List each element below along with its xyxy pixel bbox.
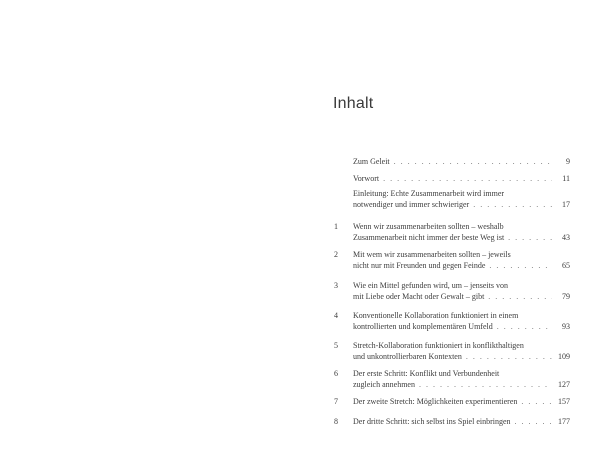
- toc-entry-line: [353, 416, 570, 427]
- toc-entry-body: [353, 173, 570, 184]
- toc-entry-line: [353, 291, 570, 302]
- chapter-title: zugleich annehmen: [353, 380, 415, 389]
- page-number: 109: [558, 352, 570, 361]
- chapter-title: Der erste Schritt: Konflikt und Verbundenheit: [353, 369, 500, 378]
- page-number: 93: [562, 322, 570, 331]
- chapter-number: 5: [334, 341, 338, 350]
- chapter-title: mit Liebe oder Macht oder Gewalt – gibt: [353, 292, 485, 301]
- chapter-number: 4: [334, 311, 338, 320]
- chapter-number: 2: [334, 250, 338, 259]
- chapter-title: Vorwort: [353, 174, 380, 183]
- toc-entry-line: [353, 321, 570, 332]
- page-number: 9: [566, 157, 570, 166]
- chapter-title: Wenn wir zusammenarbeiten sollten – weshalb: [353, 222, 504, 231]
- dot-leader: [488, 291, 552, 302]
- dot-leader: [394, 156, 552, 167]
- chapter-title: Zusammenarbeit nicht immer der beste Weg ist: [353, 233, 505, 242]
- chapter-title: Zum Geleit: [353, 157, 390, 166]
- page-title: Inhalt: [333, 95, 374, 112]
- dot-leader: [497, 321, 552, 332]
- chapter-title: Der zweite Stretch: Möglichkeiten experimentieren: [353, 397, 518, 406]
- chapter-number: 3: [334, 281, 338, 290]
- dot-leader: [489, 260, 552, 271]
- dot-leader: [383, 173, 552, 184]
- toc-entry-body: [353, 249, 570, 271]
- page-number: 157: [558, 397, 570, 406]
- chapter-number: 1: [334, 222, 338, 231]
- chapter-title: Einleitung: Echte Zusammenarbeit wird immer: [353, 189, 505, 198]
- chapter-number: 6: [334, 369, 338, 378]
- page-number: 177: [558, 417, 570, 426]
- chapter-title: Der dritte Schritt: sich selbst ins Spiel einbringen: [353, 417, 511, 426]
- page-number: 127: [558, 380, 570, 389]
- toc-entry-body: [353, 340, 570, 362]
- toc-entry-line: [353, 340, 570, 351]
- toc-entry-line: [353, 221, 570, 232]
- page-number: 65: [562, 261, 570, 270]
- toc-entry-line: [353, 188, 570, 199]
- chapter-title: Konventionelle Kollaboration funktioniert in einem: [353, 311, 519, 320]
- chapter-title: kontrollierten und komplementären Umfeld: [353, 322, 493, 331]
- toc-entry-line: [353, 351, 570, 362]
- toc-entry-body: [353, 221, 570, 243]
- toc-entry-line: [353, 249, 570, 260]
- toc-entry-line: [353, 199, 570, 210]
- dot-leader: [515, 416, 552, 427]
- page-number: 79: [562, 292, 570, 301]
- page-number: 11: [562, 174, 570, 183]
- chapter-title: Wie ein Mittel gefunden wird, um – jenseits von: [353, 281, 508, 290]
- toc-entry-body: [353, 280, 570, 302]
- toc-entry-body: [353, 156, 570, 167]
- chapter-title: Stretch-Kollaboration funktioniert in konflikthaltigen: [353, 341, 524, 350]
- toc-entry-line: [353, 156, 570, 167]
- page-number: 17: [562, 200, 570, 209]
- toc-entry-line: [353, 310, 570, 321]
- toc-entry-body: [353, 368, 570, 390]
- chapter-title: notwendiger und immer schwieriger: [353, 200, 470, 209]
- chapter-number: 8: [334, 417, 338, 426]
- dot-leader: [419, 379, 552, 390]
- toc-entry-line: [353, 396, 570, 407]
- toc-entry-body: [353, 416, 570, 427]
- dot-leader: [508, 232, 552, 243]
- toc-entry-line: [353, 173, 570, 184]
- dot-leader: [473, 199, 552, 210]
- toc-entry-body: [353, 188, 570, 210]
- chapter-title: und unkontrollierbaren Kontexten: [353, 352, 462, 361]
- toc-entry-line: [353, 280, 570, 291]
- chapter-title: nicht nur mit Freunden und gegen Feinde: [353, 261, 486, 270]
- toc-entry-line: [353, 260, 570, 271]
- dot-leader: [521, 396, 552, 407]
- toc-entry-line: [353, 379, 570, 390]
- toc-entry-body: [353, 310, 570, 332]
- chapter-number: 7: [334, 397, 338, 406]
- toc-entry-line: [353, 232, 570, 243]
- dot-leader: [466, 351, 552, 362]
- toc-entry-body: [353, 396, 570, 407]
- chapter-title: Mit wem wir zusammenarbeiten sollten – jeweils: [353, 250, 511, 259]
- page-number: 43: [562, 233, 570, 242]
- toc-entry-line: [353, 368, 570, 379]
